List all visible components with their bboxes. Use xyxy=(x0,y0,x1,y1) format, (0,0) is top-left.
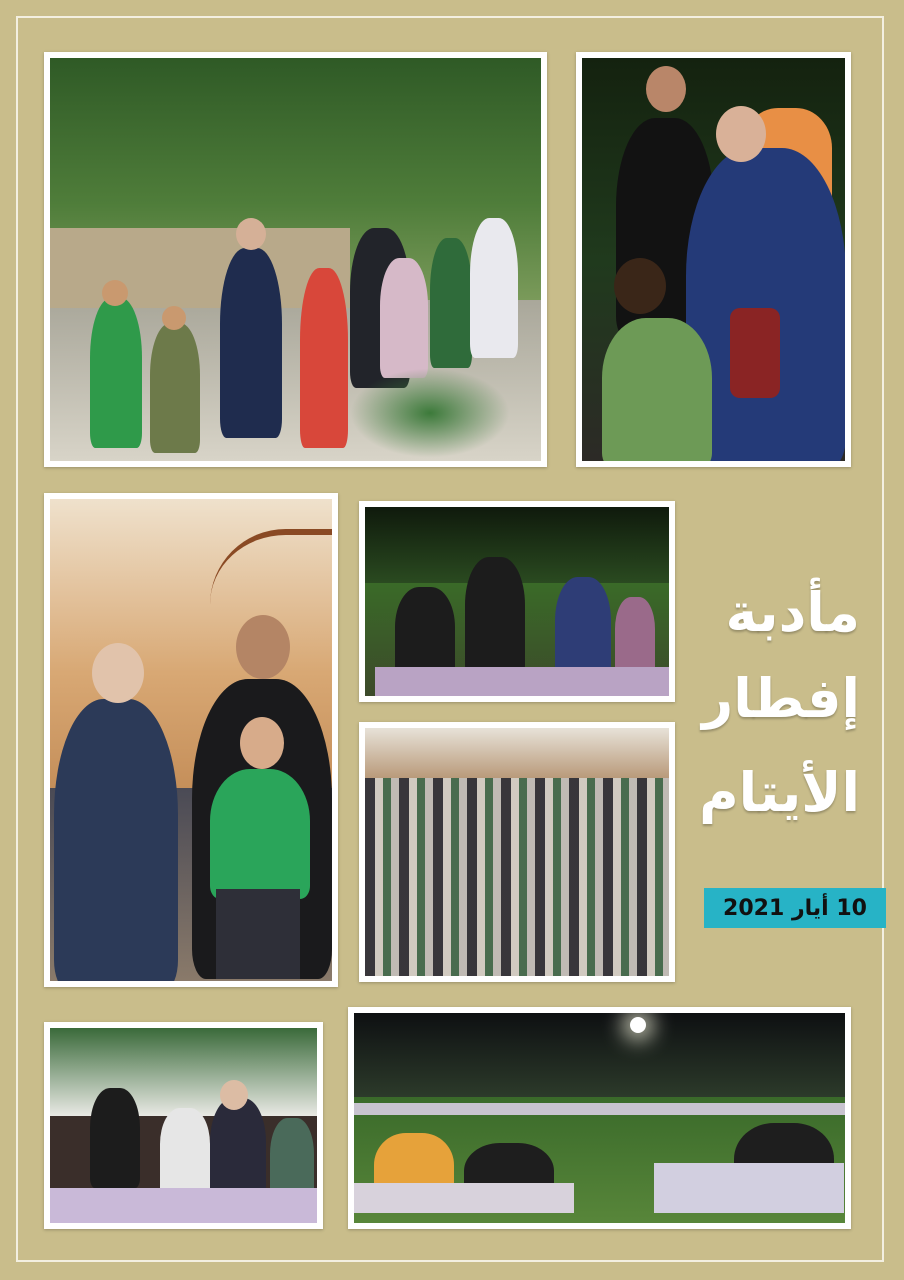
title-line-2: إفطار xyxy=(702,667,860,730)
photo-meal-table xyxy=(44,1022,323,1229)
title-line-1: مأدبة xyxy=(725,581,860,644)
photo-hall-crowd xyxy=(359,722,675,982)
photo-garden-walk xyxy=(44,52,547,467)
photo-seated-boy xyxy=(44,493,338,987)
title-line-3: الأيتام xyxy=(699,761,860,824)
date-badge xyxy=(704,888,886,928)
photo-night-lawn xyxy=(348,1007,851,1229)
date-text: 10 أيار 2021 xyxy=(723,895,867,921)
photo-gift-giving xyxy=(576,52,851,467)
